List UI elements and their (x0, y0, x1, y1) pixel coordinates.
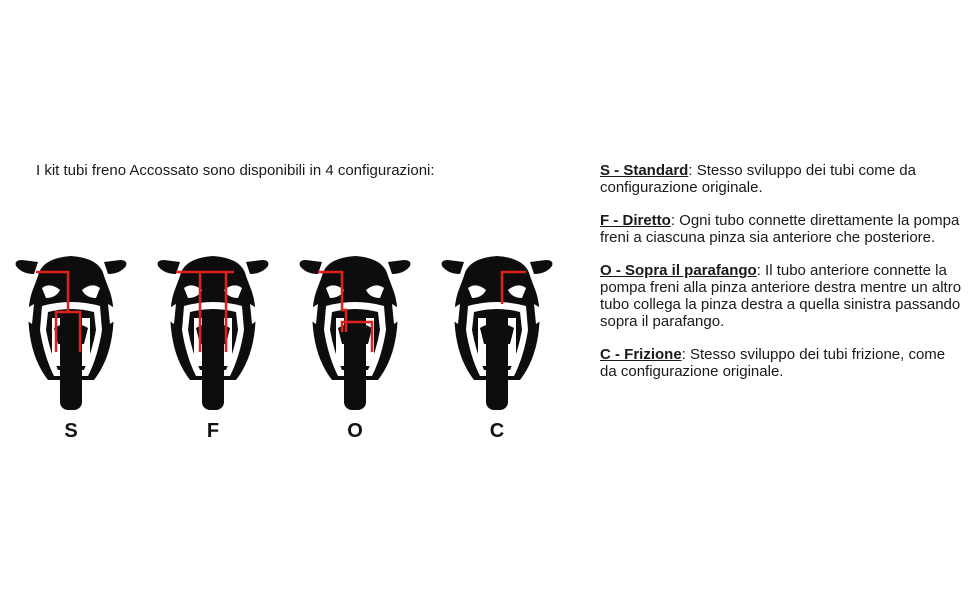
config-item-direct (600, 212, 962, 246)
config-desc: : Il tubo anteriore connette la pompa freni alla pinza anteriore destra mentre un altro tubo collega la pinza destra a quella sinistra passando sopra il parafango. (600, 262, 962, 330)
motorcycle-front-icon (154, 252, 272, 410)
config-desc: : Stesso sviluppo dei tubi frizione, come da configurazione originale. (600, 346, 946, 380)
bike-s (12, 252, 130, 410)
bike-diagram-row (0, 240, 560, 460)
config-title: C - Frizione (600, 346, 682, 363)
config-title: F - Diretto (600, 212, 671, 229)
intro-text: I kit tubi freno Accossato sono disponibili in 4 configurazioni: (36, 162, 435, 179)
config-title: O - Sopra il parafango (600, 262, 757, 279)
bike-f (154, 252, 272, 410)
config-item-clutch (600, 346, 962, 380)
motorcycle-front-icon (296, 252, 414, 410)
config-list (600, 162, 962, 396)
bike-letter-s: S (64, 420, 78, 442)
motorcycle-front-icon (12, 252, 130, 410)
config-desc: : Ogni tubo connette direttamente la pompa freni a ciascuna pinza sia anteriore che posteriore. (600, 212, 960, 246)
bike-letter-f: F (206, 420, 220, 442)
config-item-standard (600, 162, 962, 196)
bike-o (296, 252, 414, 410)
config-item-over-fender (600, 262, 962, 330)
config-desc: : Stesso sviluppo dei tubi come da configurazione originale. (600, 162, 916, 196)
config-title: S - Standard (600, 162, 689, 179)
bike-letter-c: C (489, 420, 505, 442)
bike-letter-o: O (347, 420, 363, 442)
motorcycle-front-icon (438, 252, 556, 410)
bike-c (438, 252, 556, 410)
